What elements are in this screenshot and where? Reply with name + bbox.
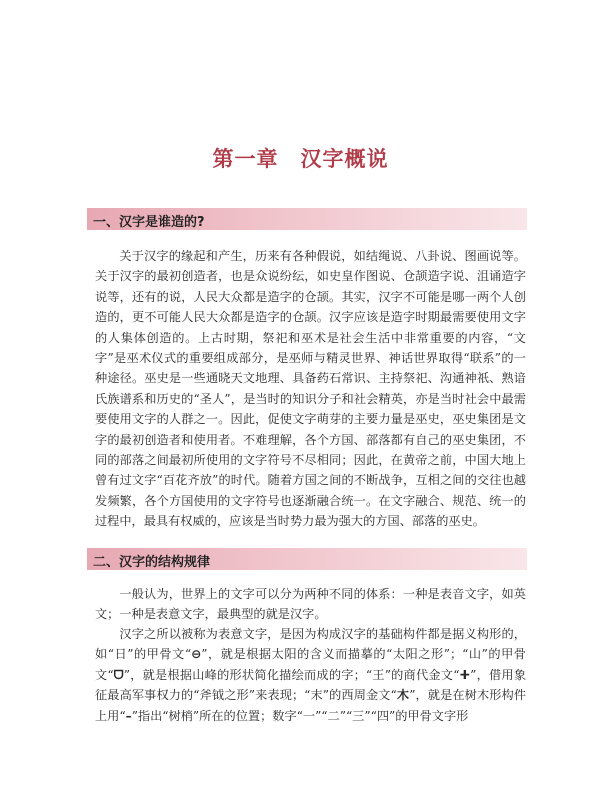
oracle-bone-sun-glyph: ⊖ (191, 647, 202, 662)
text-run: ”，就是根据山峰的形状简化描绘而成的字；“王”的商代金文“ (123, 667, 460, 682)
body-paragraph: 一般认为，世界上的文字可以分为两种不同的体系：一种是表音文字，如英文；一种是表意文字，最典型的就是汉字。 (95, 587, 526, 622)
text-run: ”，就是根据太阳的含义而描摹的“太阳之形”；“山”的甲骨文“ (95, 647, 526, 682)
chapter-title: 第一章 汉字概说 (212, 147, 389, 171)
text-run: ”指出“树梢”所在的位置；数字“一”“二”“三”“四”的甲骨文字形 (131, 708, 469, 723)
section-heading-bar (87, 208, 527, 230)
stroke-mark-glyph: – (125, 708, 132, 723)
section-heading: 一、汉字是谁造的? (93, 215, 205, 230)
text-run: ”，就是在树木形构件上用“ (95, 688, 527, 723)
oracle-bone-mountain-glyph: ᗜ (113, 667, 124, 682)
text-run: ”，借用象征最高军事权力的“斧钺之形”来表现；“末”的西周金文“ (95, 667, 527, 703)
bronze-king-glyph: ⵜ (459, 667, 471, 682)
text-run: 汉字之所以被称为表意文字，是因为构成汉字的基础构件都是据义构形的，如“日”的甲骨文“ (95, 627, 526, 662)
body-paragraph (95, 624, 526, 726)
bronze-tree-glyph: ⽊ (396, 688, 410, 703)
section-heading-bar (87, 548, 527, 570)
body-paragraph: 关于汉字的缘起和产生，历来有各种假说，如结绳说、八卦说、图画说等。关于汉字的最初创造者，也是众说纷纭，如史皇作图说、仓颉造字说、沮诵造字说等，还有的说，人民大众都是造字的仓颉。其实，汉字不可能是哪一两个人创造的，更不可能人民大众都是造字的仓颉。汉字应该是造字时期最需要使用文字的人集体创造的。上古时期，祭祀和巫术是社会生活中非常重要的内容，“文字”是巫术仪式的重要组成部分，是巫师与精灵世界、神话世界取得“联系”的一种途径。巫史是一些通晓天文地理、具备药石常识、主持祭祀、沟通神祇、熟谙氏族谱系和历史的“圣人”，是当时的知识分子和社会精英，亦是当时社会中最需要使用文字的人群之一。因此，促使文字萌芽的主要力量是巫史，巫史集团是文字的最初创造者和使用者。不难理解，各个方国、部落都有自己的巫史集团，不同的部落之间最初所使用的文字符号不尽相同；因此，在黄帝之前，中国大地上曾有过文字“百花齐放”的时代。随着方国之间的不断战争，互相之间的交往也越发频繁，各个方国使用的文字符号也逐渐融合统一。在文字融合、规范、统一的过程中，最具有权威的，应该是当时势力最为强大的方国、部落的巫史。 (95, 249, 526, 529)
section-heading: 二、汉字的结构规律 (93, 555, 211, 570)
